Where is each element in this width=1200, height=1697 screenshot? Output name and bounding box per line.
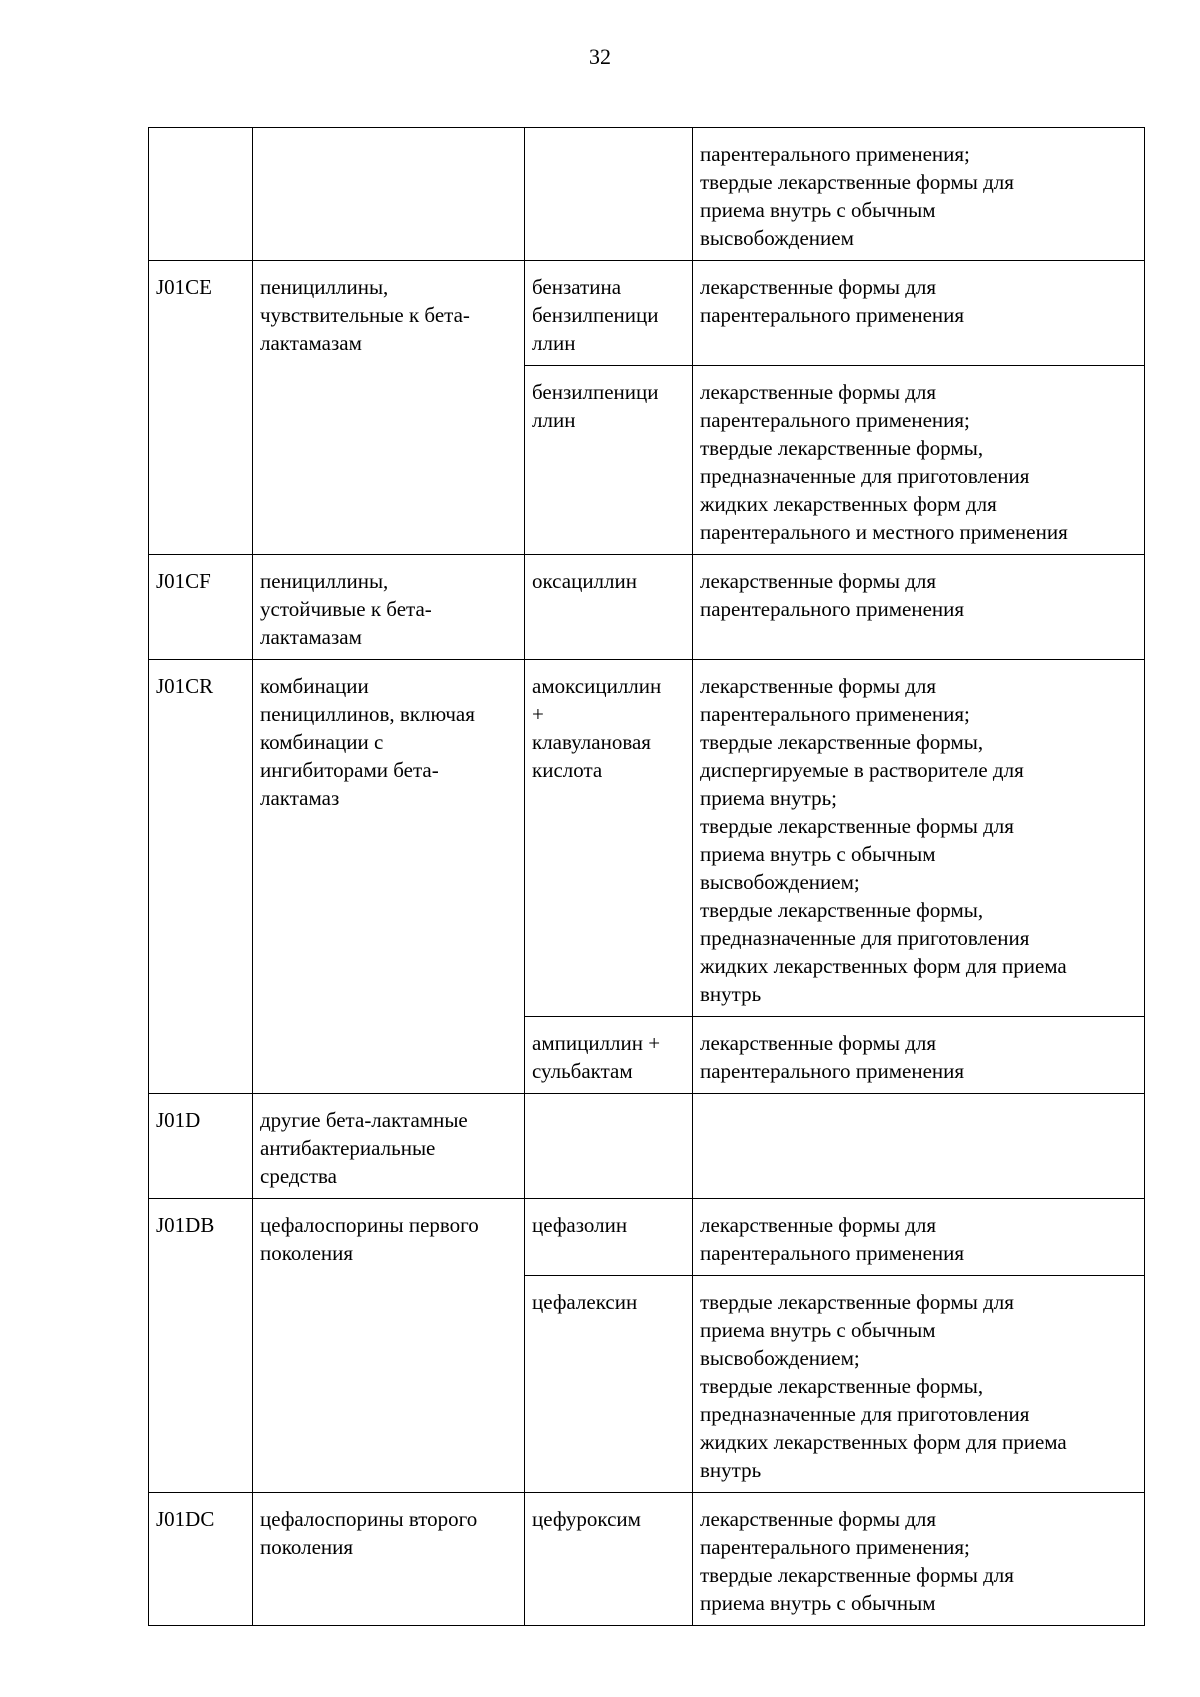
dosage-forms-cell-line: лекарственные формы для bbox=[700, 1213, 937, 1237]
drug-name-cell-line: ампициллин + bbox=[532, 1031, 661, 1055]
drug-name-cell-line: амоксициллин bbox=[532, 674, 662, 698]
drug-name-cell-line: цефалексин bbox=[532, 1290, 638, 1314]
atc-group-cell-line: средства bbox=[260, 1164, 338, 1188]
drug-name-cell bbox=[525, 1017, 693, 1094]
dosage-forms-cell-line: приема внутрь с обычным bbox=[700, 1591, 936, 1615]
table-row bbox=[149, 660, 1145, 1017]
atc-group-cell-line: устойчивые к бета- bbox=[260, 597, 432, 621]
atc-group-cell bbox=[253, 261, 525, 555]
atc-group-cell-line: пенициллины, bbox=[260, 275, 389, 299]
dosage-forms-cell-line: парентерального применения bbox=[700, 1059, 965, 1083]
dosage-forms-cell-line: высвобождением; bbox=[700, 1346, 860, 1370]
dosage-forms-cell-line: твердые лекарственные формы для bbox=[700, 1563, 1014, 1587]
drug-name-cell-line: оксациллин bbox=[532, 569, 637, 593]
dosage-forms-cell-line: лекарственные формы для bbox=[700, 1031, 937, 1055]
dosage-forms-cell-line: приема внутрь с обычным bbox=[700, 1318, 936, 1342]
atc-code-cell: J01CE bbox=[149, 261, 253, 555]
dosage-forms-cell-line: приема внутрь с обычным bbox=[700, 842, 936, 866]
dosage-forms-cell bbox=[693, 128, 1145, 261]
drug-name-cell bbox=[525, 366, 693, 555]
drug-name-cell-line: цефуроксим bbox=[532, 1507, 641, 1531]
atc-group-cell-line: поколения bbox=[260, 1241, 354, 1265]
atc-group-cell-line: лактамаз bbox=[260, 786, 340, 810]
table-row bbox=[149, 261, 1145, 366]
dosage-forms-cell-line: лекарственные формы для bbox=[700, 1507, 937, 1531]
table-row bbox=[149, 1094, 1145, 1199]
atc-group-cell-line: лактамазам bbox=[260, 331, 362, 355]
dosage-forms-cell-line: парентерального применения bbox=[700, 303, 965, 327]
drug-name-cell-line: клавулановая bbox=[532, 730, 651, 754]
dosage-forms-cell-line: парентерального применения bbox=[700, 597, 965, 621]
drug-name-cell bbox=[525, 1094, 693, 1199]
atc-group-cell-line: пенициллины, bbox=[260, 569, 389, 593]
drug-name-cell bbox=[525, 261, 693, 366]
atc-code-cell: J01D bbox=[149, 1094, 253, 1199]
dosage-forms-cell-line: парентерального и местного применения bbox=[700, 520, 1068, 544]
dosage-forms-cell-line: высвобождением; bbox=[700, 870, 860, 894]
atc-group-cell-line: пенициллинов, включая bbox=[260, 702, 475, 726]
atc-group-cell bbox=[253, 555, 525, 660]
atc-group-cell bbox=[253, 1199, 525, 1493]
drug-name-cell-line: + bbox=[532, 702, 544, 726]
drug-classification-table bbox=[148, 127, 1145, 1626]
atc-group-cell bbox=[253, 1493, 525, 1626]
dosage-forms-cell-line: твердые лекарственные формы для bbox=[700, 1290, 1014, 1314]
dosage-forms-cell bbox=[693, 1017, 1145, 1094]
atc-group-cell-line: ингибиторами бета- bbox=[260, 758, 439, 782]
dosage-forms-cell-line: жидких лекарственных форм для bbox=[700, 492, 997, 516]
dosage-forms-cell-line: лекарственные формы для bbox=[700, 275, 937, 299]
atc-code-cell: J01CF bbox=[149, 555, 253, 660]
dosage-forms-cell-line: парентерального применения; bbox=[700, 408, 970, 432]
dosage-forms-cell-line: жидких лекарственных форм для приема bbox=[700, 954, 1067, 978]
atc-group-cell-line: комбинации bbox=[260, 674, 369, 698]
dosage-forms-cell bbox=[693, 1094, 1145, 1199]
page-number: 32 bbox=[589, 44, 611, 69]
table-row bbox=[149, 1199, 1145, 1276]
dosage-forms-cell bbox=[693, 555, 1145, 660]
dosage-forms-cell-line: лекарственные формы для bbox=[700, 380, 937, 404]
drug-name-cell bbox=[525, 1276, 693, 1493]
dosage-forms-cell-line: твердые лекарственные формы для bbox=[700, 170, 1014, 194]
table-row bbox=[149, 1493, 1145, 1626]
atc-group-cell bbox=[253, 128, 525, 261]
dosage-forms-cell-line: внутрь bbox=[700, 982, 762, 1006]
dosage-forms-cell-line: твердые лекарственные формы для bbox=[700, 814, 1014, 838]
drug-name-cell-line: бензилпеници bbox=[532, 303, 659, 327]
atc-group-cell-line: лактамазам bbox=[260, 625, 362, 649]
dosage-forms-cell-line: жидких лекарственных форм для приема bbox=[700, 1430, 1067, 1454]
drug-name-cell-line: ллин bbox=[532, 408, 576, 432]
drug-name-cell bbox=[525, 555, 693, 660]
atc-code-cell: J01CR bbox=[149, 660, 253, 1094]
atc-code-cell: J01DB bbox=[149, 1199, 253, 1493]
dosage-forms-cell-line: лекарственные формы для bbox=[700, 569, 937, 593]
drug-name-cell-line: кислота bbox=[532, 758, 603, 782]
dosage-forms-cell-line: лекарственные формы для bbox=[700, 674, 937, 698]
dosage-forms-cell-line: парентерального применения; bbox=[700, 142, 970, 166]
dosage-forms-cell-line: парентерального применения; bbox=[700, 702, 970, 726]
dosage-forms-cell bbox=[693, 1276, 1145, 1493]
atc-code-cell bbox=[149, 128, 253, 261]
drug-name-cell-line: бензатина bbox=[532, 275, 622, 299]
dosage-forms-cell-line: приема внутрь; bbox=[700, 786, 838, 810]
atc-group-cell bbox=[253, 1094, 525, 1199]
drug-name-cell-line: ллин bbox=[532, 331, 576, 355]
dosage-forms-cell bbox=[693, 261, 1145, 366]
dosage-forms-cell-line: предназначенные для приготовления bbox=[700, 464, 1030, 488]
atc-group-cell-line: поколения bbox=[260, 1535, 354, 1559]
table-row bbox=[149, 555, 1145, 660]
drug-name-cell-line: бензилпеници bbox=[532, 380, 659, 404]
atc-group-cell-line: цефалоспорины второго bbox=[260, 1507, 478, 1531]
atc-group-cell-line: цефалоспорины первого bbox=[260, 1213, 479, 1237]
dosage-forms-cell-line: диспергируемые в растворителе для bbox=[700, 758, 1024, 782]
dosage-forms-cell-line: твердые лекарственные формы, bbox=[700, 898, 984, 922]
dosage-forms-cell-line: твердые лекарственные формы, bbox=[700, 730, 984, 754]
dosage-forms-cell-line: высвобождением bbox=[700, 226, 854, 250]
drug-name-cell bbox=[525, 1199, 693, 1276]
dosage-forms-cell bbox=[693, 1493, 1145, 1626]
dosage-forms-cell-line: твердые лекарственные формы, bbox=[700, 436, 984, 460]
dosage-forms-cell bbox=[693, 366, 1145, 555]
dosage-forms-cell bbox=[693, 660, 1145, 1017]
atc-group-cell bbox=[253, 660, 525, 1094]
dosage-forms-cell-line: парентерального применения; bbox=[700, 1535, 970, 1559]
dosage-forms-cell-line: предназначенные для приготовления bbox=[700, 926, 1030, 950]
drug-name-cell-line: сульбактам bbox=[532, 1059, 633, 1083]
drug-name-cell bbox=[525, 128, 693, 261]
drug-name-cell-line: цефазолин bbox=[532, 1213, 628, 1237]
atc-group-cell-line: другие бета-лактамные bbox=[260, 1108, 468, 1132]
table-row bbox=[149, 128, 1145, 261]
atc-group-cell-line: чувствительные к бета- bbox=[260, 303, 470, 327]
atc-group-cell-line: антибактериальные bbox=[260, 1136, 436, 1160]
table-body bbox=[149, 128, 1145, 1626]
dosage-forms-cell-line: твердые лекарственные формы, bbox=[700, 1374, 984, 1398]
dosage-forms-cell bbox=[693, 1199, 1145, 1276]
dosage-forms-cell-line: предназначенные для приготовления bbox=[700, 1402, 1030, 1426]
drug-name-cell bbox=[525, 660, 693, 1017]
dosage-forms-cell-line: приема внутрь с обычным bbox=[700, 198, 936, 222]
dosage-forms-cell-line: внутрь bbox=[700, 1458, 762, 1482]
dosage-forms-cell-line: парентерального применения bbox=[700, 1241, 965, 1265]
atc-group-cell-line: комбинации с bbox=[260, 730, 384, 754]
atc-code-cell: J01DC bbox=[149, 1493, 253, 1626]
drug-name-cell bbox=[525, 1493, 693, 1626]
